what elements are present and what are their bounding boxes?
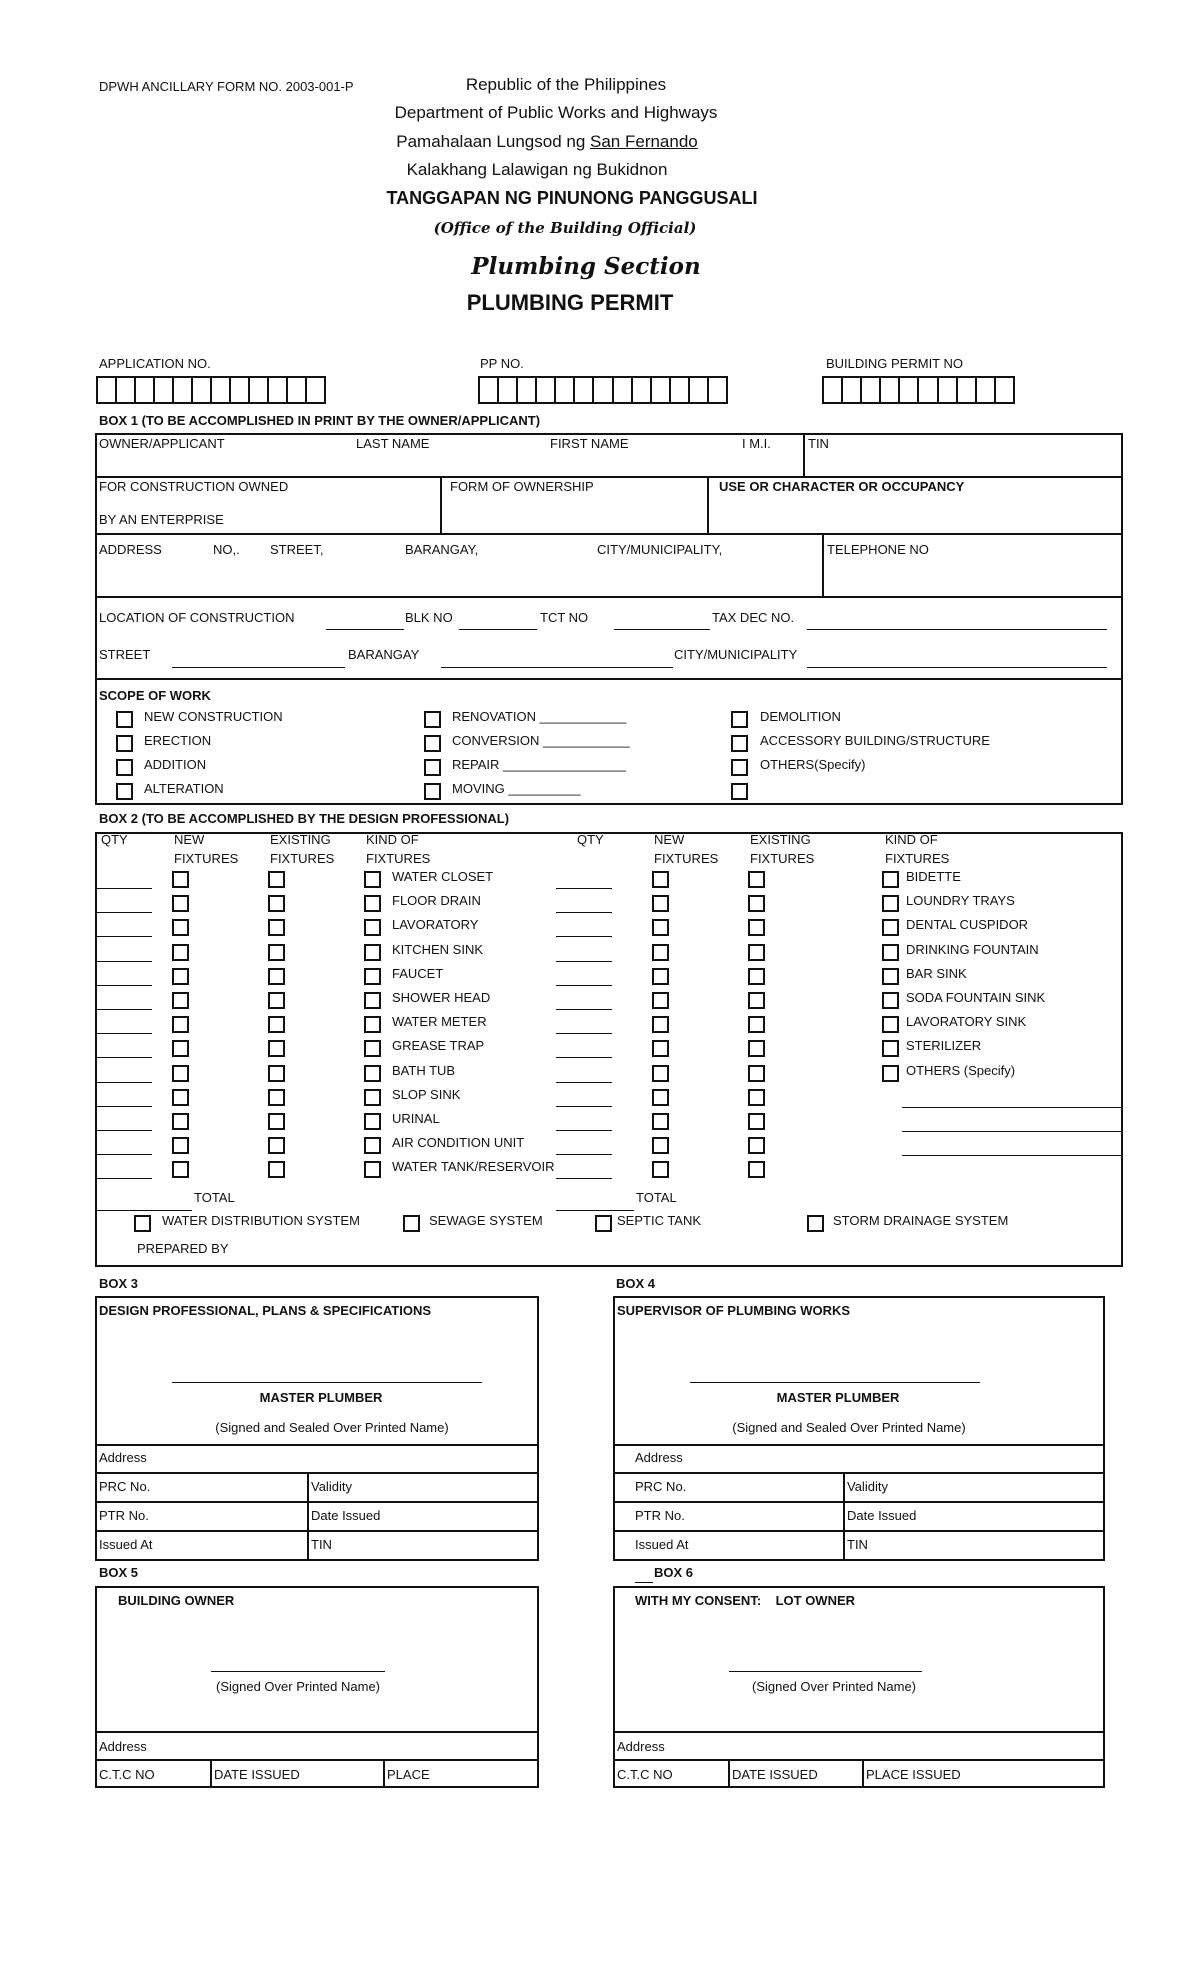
first-name-label: FIRST NAME (550, 436, 629, 451)
divider (613, 1731, 1105, 1733)
fixture-label: BIDETTE (906, 869, 961, 884)
qty-line[interactable] (556, 1033, 612, 1034)
header-province: Kalakhang Lalawigan ng Bukidnon (406, 160, 668, 179)
existing-fixture-checkbox[interactable] (748, 1113, 765, 1130)
box4-signature-line[interactable] (690, 1382, 980, 1383)
kind-fixture-checkbox[interactable] (882, 992, 899, 1009)
checkbox-new-construction[interactable] (116, 711, 133, 728)
application-no-input[interactable] (96, 376, 326, 404)
existing-fixture-checkbox[interactable] (748, 968, 765, 985)
divider (307, 1472, 309, 1561)
existing-fixture-checkbox[interactable] (268, 895, 285, 912)
kind-fixture-checkbox[interactable] (364, 895, 381, 912)
new-fixture-checkbox[interactable] (652, 1113, 669, 1130)
new-header-right: NEW (654, 832, 685, 847)
existing-fixture-checkbox[interactable] (268, 1137, 285, 1154)
blk-no-line[interactable] (459, 629, 537, 630)
checkbox-demolition[interactable] (731, 711, 748, 728)
scope-label: ADDITION (144, 757, 207, 772)
building-permit-no-input[interactable] (822, 376, 1015, 404)
qty-header-left: QTY (101, 832, 128, 847)
scope-label: OTHERS(Specify) (760, 757, 866, 772)
box5-place-label: PLACE (387, 1767, 430, 1782)
box3-date-issued-label: Date Issued (311, 1508, 381, 1523)
box5-address-label: Address (99, 1739, 147, 1754)
qty-line[interactable] (556, 961, 612, 962)
fixtures-header-left: FIXTURES (270, 851, 335, 866)
fixture-label: LAVORATORY (392, 917, 479, 932)
fixtures-header-right: FIXTURES (885, 851, 950, 866)
divider (862, 1759, 864, 1788)
kind-fixture-checkbox[interactable] (364, 1137, 381, 1154)
lgu-prefix: Pamahalaan Lungsod ng (396, 132, 591, 151)
new-fixture-checkbox[interactable] (172, 1040, 189, 1057)
divider (95, 1444, 539, 1446)
total-label-left: TOTAL (194, 1190, 235, 1205)
address-city-label: CITY/MUNICIPALITY, (597, 542, 723, 557)
box3-address-label: Address (99, 1450, 147, 1465)
new-fixture-checkbox[interactable] (172, 895, 189, 912)
new-fixture-checkbox[interactable] (652, 944, 669, 961)
location-label: LOCATION OF CONSTRUCTION (99, 610, 295, 625)
tin-label: TIN (808, 436, 829, 451)
box6-date-issued-label: DATE ISSUED (732, 1767, 818, 1782)
box4-role: MASTER PLUMBER (776, 1390, 900, 1405)
fixture-label: WATER TANK/RESERVOIR (392, 1159, 555, 1174)
box6-signature-line[interactable] (729, 1671, 922, 1672)
kind-fixture-checkbox[interactable] (882, 919, 899, 936)
fixture-label: WATER METER (392, 1014, 487, 1029)
fixture-label: BAR SINK (906, 966, 967, 981)
box4-address-label: Address (635, 1450, 683, 1465)
existing-fixture-checkbox[interactable] (748, 1040, 765, 1057)
box3-validity-label: Validity (311, 1479, 352, 1494)
construction-owned-label: FOR CONSTRUCTION OWNED (99, 479, 289, 494)
existing-fixture-checkbox[interactable] (268, 1089, 285, 1106)
fixture-label: FLOOR DRAIN (392, 893, 481, 908)
existing-fixture-checkbox[interactable] (748, 1137, 765, 1154)
street-label: STREET (99, 647, 151, 662)
divider (728, 1759, 730, 1788)
fixture-label: FAUCET (392, 966, 444, 981)
existing-fixture-checkbox[interactable] (748, 1161, 765, 1178)
existing-fixture-checkbox[interactable] (268, 968, 285, 985)
box4-date-issued-label: Date Issued (847, 1508, 917, 1523)
kind-fixture-checkbox[interactable] (364, 871, 381, 888)
kind-fixture-checkbox[interactable] (364, 1040, 381, 1057)
box4-ptr-label: PTR No. (635, 1508, 685, 1523)
fixtures-header-right: FIXTURES (654, 851, 719, 866)
kind-fixture-checkbox[interactable] (882, 1016, 899, 1033)
kind-fixture-checkbox[interactable] (882, 871, 899, 888)
checkbox-blank[interactable] (731, 783, 748, 800)
system-label: WATER DISTRIBUTION SYSTEM (162, 1213, 360, 1228)
tax-dec-label: TAX DEC NO. (712, 610, 795, 625)
existing-header-left: EXISTING (270, 832, 331, 847)
divider (843, 1472, 845, 1561)
new-fixture-checkbox[interactable] (172, 1137, 189, 1154)
checkbox-alteration[interactable] (116, 783, 133, 800)
box3-tin-label: TIN (311, 1537, 332, 1552)
new-fixture-checkbox[interactable] (652, 895, 669, 912)
scope-label: MOVING __________ (452, 781, 581, 796)
box3-issued-at-label: Issued At (99, 1537, 153, 1552)
tct-no-line[interactable] (614, 629, 710, 630)
new-fixture-checkbox[interactable] (172, 919, 189, 936)
scope-label: RENOVATION ____________ (452, 709, 627, 724)
others-specify-line[interactable] (902, 1131, 1122, 1132)
new-fixture-checkbox[interactable] (652, 1040, 669, 1057)
qty-line[interactable] (556, 1082, 612, 1083)
box4-label: BOX 4 (616, 1276, 656, 1291)
checkbox-accessory-building[interactable] (731, 735, 748, 752)
qty-line[interactable] (96, 1082, 152, 1083)
box4-issued-at-label: Issued At (635, 1537, 689, 1552)
checkbox-moving[interactable] (424, 783, 441, 800)
existing-fixture-checkbox[interactable] (268, 1113, 285, 1130)
section-title: Plumbing Section (471, 253, 701, 280)
mi-label: I M.I. (742, 436, 771, 451)
box5-heading: BUILDING OWNER (118, 1593, 235, 1608)
scope-label: CONVERSION ____________ (452, 733, 630, 748)
total-label-right: TOTAL (636, 1190, 677, 1205)
new-fixture-checkbox[interactable] (652, 871, 669, 888)
box6-address-label: Address (617, 1739, 665, 1754)
scope-label: ACCESSORY BUILDING/STRUCTURE (760, 733, 990, 748)
new-fixture-checkbox[interactable] (652, 1137, 669, 1154)
existing-fixture-checkbox[interactable] (748, 1016, 765, 1033)
qty-line[interactable] (96, 1154, 152, 1155)
divider (822, 533, 824, 596)
qty-line[interactable] (96, 912, 152, 913)
existing-fixture-checkbox[interactable] (268, 1016, 285, 1033)
box6-place-label: PLACE ISSUED (866, 1767, 961, 1782)
qty-line[interactable] (556, 936, 612, 937)
fixture-label: GREASE TRAP (392, 1038, 485, 1053)
qty-line[interactable] (556, 1154, 612, 1155)
address-no-label: NO,. (213, 542, 240, 557)
fixtures-header-left: FIXTURES (366, 851, 431, 866)
tct-no-label: TCT NO (540, 610, 589, 625)
existing-fixture-checkbox[interactable] (268, 1040, 285, 1057)
existing-fixture-checkbox[interactable] (748, 871, 765, 888)
header-lgu (396, 132, 698, 152)
box5-ctc-label: C.T.C NO (99, 1767, 155, 1782)
building-permit-no-label: BUILDING PERMIT NO (826, 356, 964, 371)
city-label: CITY/MUNICIPALITY (674, 647, 798, 662)
new-fixture-checkbox[interactable] (652, 919, 669, 936)
new-fixture-checkbox[interactable] (172, 1089, 189, 1106)
new-fixture-checkbox[interactable] (172, 944, 189, 961)
box3-ptr-label: PTR No. (99, 1508, 149, 1523)
header-department: Department of Public Works and Highways (394, 103, 718, 122)
kind-fixture-checkbox[interactable] (364, 1089, 381, 1106)
existing-fixture-checkbox[interactable] (268, 871, 285, 888)
total-line-right (556, 1210, 634, 1211)
divider (440, 476, 442, 533)
new-fixture-checkbox[interactable] (172, 1016, 189, 1033)
box3-sign-caption: (Signed and Sealed Over Printed Name) (215, 1420, 449, 1435)
divider (803, 433, 805, 476)
kind-fixture-checkbox[interactable] (364, 968, 381, 985)
new-fixture-checkbox[interactable] (172, 968, 189, 985)
new-fixture-checkbox[interactable] (652, 968, 669, 985)
qty-line[interactable] (96, 1009, 152, 1010)
box4-tin-label: TIN (847, 1537, 868, 1552)
qty-line[interactable] (96, 1178, 152, 1179)
scope-label: DEMOLITION (760, 709, 841, 724)
qty-header-right: QTY (577, 832, 604, 847)
scope-label: NEW CONSTRUCTION (144, 709, 283, 724)
qty-line[interactable] (96, 1106, 152, 1107)
qty-line[interactable] (556, 1130, 612, 1131)
fixture-label: AIR CONDITION UNIT (392, 1135, 525, 1150)
box4-validity-label: Validity (847, 1479, 888, 1494)
address-street-label: STREET, (270, 542, 324, 557)
barangay-label: BARANGAY (348, 647, 420, 662)
divider (95, 1731, 539, 1733)
header-republic: Republic of the Philippines (465, 75, 667, 94)
divider (613, 1759, 1105, 1761)
divider (95, 1472, 539, 1474)
box6-sign-caption: (Signed Over Printed Name) (751, 1679, 917, 1694)
new-fixture-checkbox[interactable] (652, 1089, 669, 1106)
fixture-label: LOUNDRY TRAYS (906, 893, 1015, 908)
new-fixture-checkbox[interactable] (172, 871, 189, 888)
divider (95, 533, 1123, 535)
others-specify-line[interactable] (902, 1155, 1122, 1156)
new-fixture-checkbox[interactable] (172, 992, 189, 1009)
divider (95, 476, 1123, 478)
use-or-character-label: USE OR CHARACTER OR OCCUPANCY (719, 479, 965, 494)
qty-line[interactable] (556, 912, 612, 913)
box4-prc-label: PRC No. (635, 1479, 687, 1494)
page-title: PLUMBING PERMIT (466, 290, 674, 315)
system-label: SEWAGE SYSTEM (429, 1213, 543, 1228)
divider (210, 1759, 212, 1788)
checkbox-septic-tank[interactable] (595, 1215, 612, 1232)
scope-heading: SCOPE OF WORK (99, 688, 211, 703)
box4-heading: SUPERVISOR OF PLUMBING WORKS (617, 1303, 851, 1318)
fixture-label: DRINKING FOUNTAIN (906, 942, 1039, 957)
kind-fixture-checkbox[interactable] (364, 992, 381, 1009)
fixtures-header-left: FIXTURES (174, 851, 239, 866)
checkbox-erection[interactable] (116, 735, 133, 752)
owner-applicant-label: OWNER/APPLICANT (99, 436, 225, 451)
new-fixture-checkbox[interactable] (652, 1016, 669, 1033)
kind-fixture-checkbox[interactable] (364, 1065, 381, 1082)
qty-line[interactable] (96, 1033, 152, 1034)
divider (95, 678, 1123, 680)
new-fixture-checkbox[interactable] (652, 992, 669, 1009)
existing-fixture-checkbox[interactable] (748, 1089, 765, 1106)
kind-header-left: KIND OF (366, 832, 419, 847)
form-number: DPWH ANCILLARY FORM NO. 2003-001-P (99, 79, 354, 94)
office-subtitle: (Office of the Building Official) (433, 219, 697, 237)
fixture-label: OTHERS (Specify) (906, 1063, 1016, 1078)
qty-line[interactable] (96, 936, 152, 937)
qty-line[interactable] (96, 888, 152, 889)
fixtures-header-right: FIXTURES (750, 851, 815, 866)
checkbox-others[interactable] (731, 759, 748, 776)
checkbox-renovation[interactable] (424, 711, 441, 728)
location-line[interactable] (326, 629, 404, 630)
new-fixture-checkbox[interactable] (652, 1065, 669, 1082)
existing-fixture-checkbox[interactable] (268, 992, 285, 1009)
kind-fixture-checkbox[interactable] (882, 1065, 899, 1082)
box5-signature-line[interactable] (211, 1671, 385, 1672)
pp-no-label: PP NO. (480, 356, 524, 371)
divider (95, 596, 1123, 598)
divider (383, 1759, 385, 1788)
divider (613, 1530, 1105, 1532)
by-enterprise-label: BY AN ENTERPRISE (99, 512, 224, 527)
city-line[interactable] (807, 667, 1107, 668)
divider (707, 476, 709, 533)
existing-fixture-checkbox[interactable] (268, 1065, 285, 1082)
kind-fixture-checkbox[interactable] (364, 1016, 381, 1033)
checkbox-sewage-system[interactable] (403, 1215, 420, 1232)
scope-label: ERECTION (144, 733, 212, 748)
fixture-label: WATER CLOSET (392, 869, 494, 884)
box5-date-issued-label: DATE ISSUED (214, 1767, 300, 1782)
scope-label: REPAIR _________________ (452, 757, 626, 772)
fixture-label: LAVORATORY SINK (906, 1014, 1027, 1029)
box3-signature-line[interactable] (172, 1382, 482, 1383)
kind-header-right: KIND OF (885, 832, 938, 847)
box6-heading: WITH MY CONSENT: LOT OWNER (635, 1593, 856, 1608)
kind-fixture-checkbox[interactable] (882, 1040, 899, 1057)
street-line[interactable] (172, 667, 345, 668)
existing-fixture-checkbox[interactable] (748, 895, 765, 912)
lgu-city: San Fernando (590, 132, 698, 151)
fixture-label: KITCHEN SINK (392, 942, 484, 957)
divider (613, 1501, 1105, 1503)
qty-line[interactable] (96, 1057, 152, 1058)
existing-header-right: EXISTING (750, 832, 811, 847)
fixture-label: SHOWER HEAD (392, 990, 491, 1005)
form-of-ownership-label: FORM OF OWNERSHIP (450, 479, 594, 494)
box3-prc-label: PRC No. (99, 1479, 151, 1494)
fixture-label: DENTAL CUSPIDOR (906, 917, 1029, 932)
checkbox-water-distribution[interactable] (134, 1215, 151, 1232)
divider (613, 1472, 1105, 1474)
checkbox-repair[interactable] (424, 759, 441, 776)
kind-fixture-checkbox[interactable] (882, 968, 899, 985)
blk-no-label: BLK NO (405, 610, 453, 625)
divider (95, 1530, 539, 1532)
qty-line[interactable] (96, 1130, 152, 1131)
fixture-label: STERILIZER (906, 1038, 982, 1053)
prepared-by-label: PREPARED BY (137, 1241, 229, 1256)
address-label: ADDRESS (99, 542, 162, 557)
new-fixture-checkbox[interactable] (172, 1161, 189, 1178)
qty-line[interactable] (556, 1106, 612, 1107)
office-title: TANGGAPAN NG PINUNONG PANGGUSALI (386, 188, 758, 208)
new-fixture-checkbox[interactable] (652, 1161, 669, 1178)
last-name-label: LAST NAME (356, 436, 430, 451)
qty-line[interactable] (556, 1009, 612, 1010)
kind-fixture-checkbox[interactable] (364, 1161, 381, 1178)
box4-sign-caption: (Signed and Sealed Over Printed Name) (732, 1420, 966, 1435)
pp-no-input[interactable] (478, 376, 728, 404)
box5-label: BOX 5 (99, 1565, 139, 1580)
others-specify-line[interactable] (902, 1107, 1122, 1108)
new-fixture-checkbox[interactable] (172, 1065, 189, 1082)
existing-fixture-checkbox[interactable] (748, 919, 765, 936)
system-label: STORM DRAINAGE SYSTEM (833, 1213, 1009, 1228)
kind-fixture-checkbox[interactable] (882, 895, 899, 912)
box3-heading: DESIGN PROFESSIONAL, PLANS & SPECIFICATIONS (99, 1303, 432, 1318)
qty-line[interactable] (556, 1178, 612, 1179)
new-header-left: NEW (174, 832, 205, 847)
qty-line[interactable] (96, 961, 152, 962)
box1-heading: BOX 1 (TO BE ACCOMPLISHED IN PRINT BY THE OWNER/APPLICANT) (99, 413, 541, 428)
box6-ctc-label: C.T.C NO (617, 1767, 673, 1782)
kind-fixture-checkbox[interactable] (364, 944, 381, 961)
qty-line[interactable] (96, 985, 152, 986)
tax-dec-line[interactable] (807, 629, 1107, 630)
kind-fixture-checkbox[interactable] (364, 1113, 381, 1130)
existing-fixture-checkbox[interactable] (748, 944, 765, 961)
fixture-label: BATH TUB (392, 1063, 456, 1078)
box3-role: MASTER PLUMBER (259, 1390, 383, 1405)
application-no-label: APPLICATION NO. (99, 356, 211, 371)
system-label: SEPTIC TANK (617, 1213, 702, 1228)
divider (95, 1759, 539, 1761)
box5-sign-caption: (Signed Over Printed Name) (215, 1679, 381, 1694)
checkbox-conversion[interactable] (424, 735, 441, 752)
box2-heading: BOX 2 (TO BE ACCOMPLISHED BY THE DESIGN PROFESSIONAL) (99, 811, 510, 826)
barangay-line[interactable] (441, 667, 673, 668)
new-fixture-checkbox[interactable] (172, 1113, 189, 1130)
existing-fixture-checkbox[interactable] (748, 992, 765, 1009)
address-barangay-label: BARANGAY, (405, 542, 479, 557)
box3-label: BOX 3 (99, 1276, 139, 1291)
existing-fixture-checkbox[interactable] (748, 1065, 765, 1082)
checkbox-addition[interactable] (116, 759, 133, 776)
box6-label: BOX 6 (654, 1565, 694, 1580)
scope-label: ALTERATION (144, 781, 224, 796)
existing-fixture-checkbox[interactable] (268, 1161, 285, 1178)
divider (613, 1444, 1105, 1446)
fixture-label: SLOP SINK (392, 1087, 461, 1102)
existing-fixture-checkbox[interactable] (268, 944, 285, 961)
existing-fixture-checkbox[interactable] (268, 919, 285, 936)
checkbox-storm-drainage[interactable] (807, 1215, 824, 1232)
telephone-label: TELEPHONE NO (827, 542, 929, 557)
qty-line[interactable] (556, 985, 612, 986)
total-line-left (96, 1210, 192, 1211)
fixture-label: URINAL (392, 1111, 440, 1126)
divider (95, 1501, 539, 1503)
qty-line[interactable] (556, 888, 612, 889)
kind-fixture-checkbox[interactable] (882, 944, 899, 961)
box6-label-line (635, 1582, 653, 1583)
fixture-label: SODA FOUNTAIN SINK (906, 990, 1046, 1005)
kind-fixture-checkbox[interactable] (364, 919, 381, 936)
qty-line[interactable] (556, 1057, 612, 1058)
